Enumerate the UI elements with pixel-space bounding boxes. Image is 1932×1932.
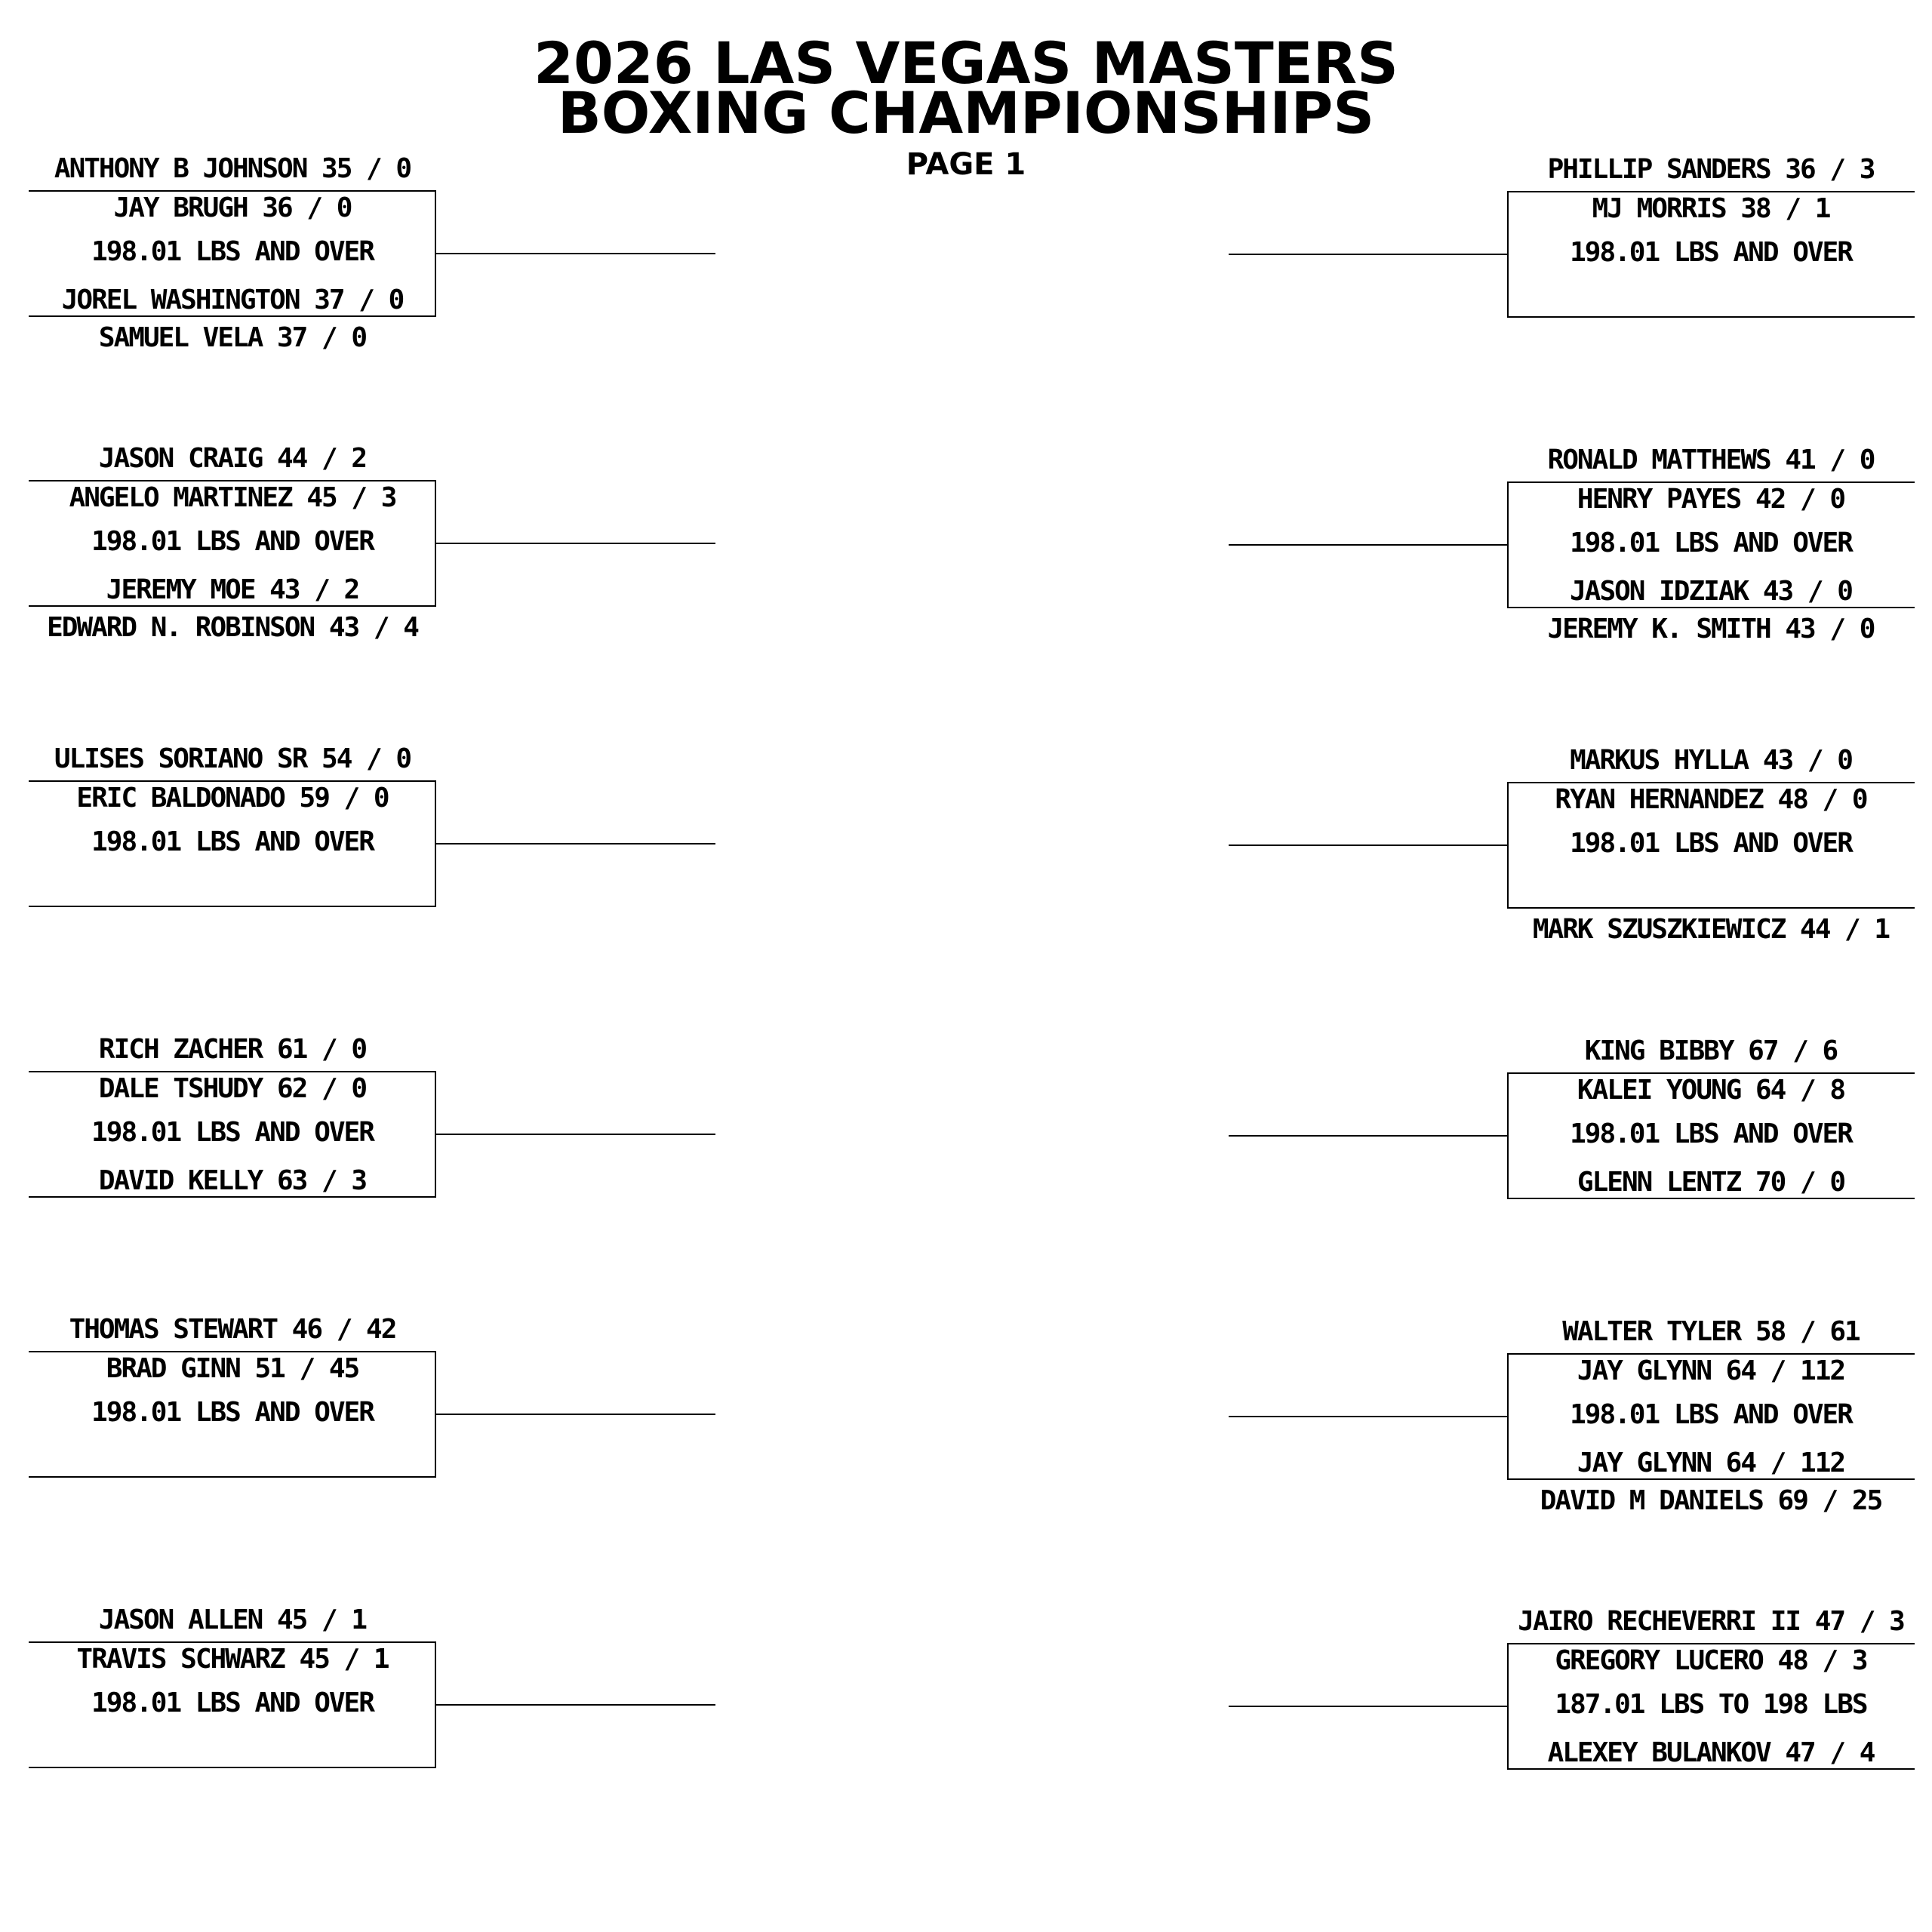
connector-right-1 — [1229, 254, 1508, 255]
entry-top-outer: ULISES SORIANO SR 54 / 0 — [54, 743, 411, 774]
entry-top-outer: RONALD MATTHEWS 41 / 0 — [1547, 445, 1875, 475]
entry-bottom-inner: JASON IDZIAK 43 / 0 — [1570, 576, 1852, 607]
entry-bottom-inner: DAVID KELLY 63 / 3 — [98, 1165, 367, 1196]
entry-top-outer: JASON ALLEN 45 / 1 — [98, 1604, 367, 1635]
connector-right-4 — [1229, 1135, 1508, 1137]
entry-bottom-outer: MARK SZUSZKIEWICZ 44 / 1 — [1532, 914, 1890, 945]
entry-division: 198.01 LBS AND OVER — [1570, 828, 1852, 859]
connector-left-2 — [436, 543, 715, 544]
entry-division: 198.01 LBS AND OVER — [91, 526, 374, 557]
entry-top-inner: HENRY PAYES 42 / 0 — [1577, 484, 1845, 515]
entry-bottom-outer: JEREMY K. SMITH 43 / 0 — [1547, 614, 1875, 645]
entry-top-inner: MJ MORRIS 38 / 1 — [1592, 193, 1830, 224]
entry-top-inner: JAY BRUGH 36 / 0 — [113, 192, 352, 223]
connector-left-5 — [436, 1414, 715, 1415]
title-line-2: BOXING CHAMPIONSHIPS — [557, 79, 1375, 146]
entry-top-inner: ERIC BALDONADO 59 / 0 — [76, 783, 389, 814]
entry-top-outer: KING BIBBY 67 / 6 — [1584, 1035, 1838, 1066]
entry-top-outer: ANTHONY B JOHNSON 35 / 0 — [54, 153, 411, 184]
page-label: PAGE 1 — [906, 147, 1026, 182]
entry-division: 198.01 LBS AND OVER — [91, 1397, 374, 1428]
entry-division: 198.01 LBS AND OVER — [91, 826, 374, 857]
entry-division: 198.01 LBS AND OVER — [91, 236, 374, 267]
entry-bottom-inner: ALEXEY BULANKOV 47 / 4 — [1547, 1737, 1875, 1768]
entry-top-outer: RICH ZACHER 61 / 0 — [98, 1034, 367, 1065]
entry-division: 198.01 LBS AND OVER — [91, 1687, 374, 1718]
entry-top-outer: THOMAS STEWART 46 / 42 — [69, 1314, 396, 1345]
entry-bottom-outer: SAMUEL VELA 37 / 0 — [98, 322, 367, 353]
entry-top-inner: RYAN HERNANDEZ 48 / 0 — [1555, 784, 1867, 815]
entry-division: 198.01 LBS AND OVER — [1570, 1399, 1852, 1430]
entry-division: 198.01 LBS AND OVER — [1570, 1118, 1852, 1149]
entry-bottom-outer: DAVID M DANIELS 69 / 25 — [1540, 1485, 1882, 1516]
entry-top-outer: PHILLIP SANDERS 36 / 3 — [1547, 154, 1875, 185]
entry-bottom-inner: GLENN LENTZ 70 / 0 — [1577, 1167, 1845, 1198]
entry-division: 198.01 LBS AND OVER — [1570, 528, 1852, 558]
entry-top-outer: JASON CRAIG 44 / 2 — [98, 443, 367, 474]
entry-division: 187.01 LBS TO 198 LBS — [1555, 1689, 1867, 1720]
entry-top-inner: KALEI YOUNG 64 / 8 — [1577, 1075, 1845, 1106]
title-line-1: 2026 LAS VEGAS MASTERS — [534, 29, 1398, 97]
entry-top-inner: ANGELO MARTINEZ 45 / 3 — [69, 482, 396, 513]
connector-left-6 — [436, 1704, 715, 1706]
entry-bottom-inner: JEREMY MOE 43 / 2 — [106, 574, 359, 605]
entry-top-inner: JAY GLYNN 64 / 112 — [1577, 1355, 1845, 1386]
entry-top-inner: GREGORY LUCERO 48 / 3 — [1555, 1645, 1867, 1676]
connector-right-2 — [1229, 544, 1508, 546]
connector-right-6 — [1229, 1706, 1508, 1707]
entry-top-outer: JAIRO RECHEVERRI II 47 / 3 — [1518, 1606, 1904, 1637]
connector-right-5 — [1229, 1416, 1508, 1417]
entry-division: 198.01 LBS AND OVER — [1570, 237, 1852, 268]
entry-top-outer: MARKUS HYLLA 43 / 0 — [1570, 745, 1852, 776]
entry-bottom-inner: JAY GLYNN 64 / 112 — [1577, 1447, 1845, 1478]
entry-top-outer: WALTER TYLER 58 / 61 — [1562, 1316, 1860, 1347]
connector-left-1 — [436, 253, 715, 254]
entry-top-inner: TRAVIS SCHWARZ 45 / 1 — [76, 1644, 389, 1675]
connector-left-4 — [436, 1134, 715, 1135]
entry-top-inner: BRAD GINN 51 / 45 — [106, 1353, 359, 1384]
entry-division: 198.01 LBS AND OVER — [91, 1117, 374, 1148]
entry-top-inner: DALE TSHUDY 62 / 0 — [98, 1073, 367, 1104]
entry-bottom-inner: JOREL WASHINGTON 37 / 0 — [61, 285, 404, 315]
connector-left-3 — [436, 843, 715, 844]
entry-bottom-outer: EDWARD N. ROBINSON 43 / 4 — [47, 612, 418, 643]
connector-right-3 — [1229, 844, 1508, 846]
